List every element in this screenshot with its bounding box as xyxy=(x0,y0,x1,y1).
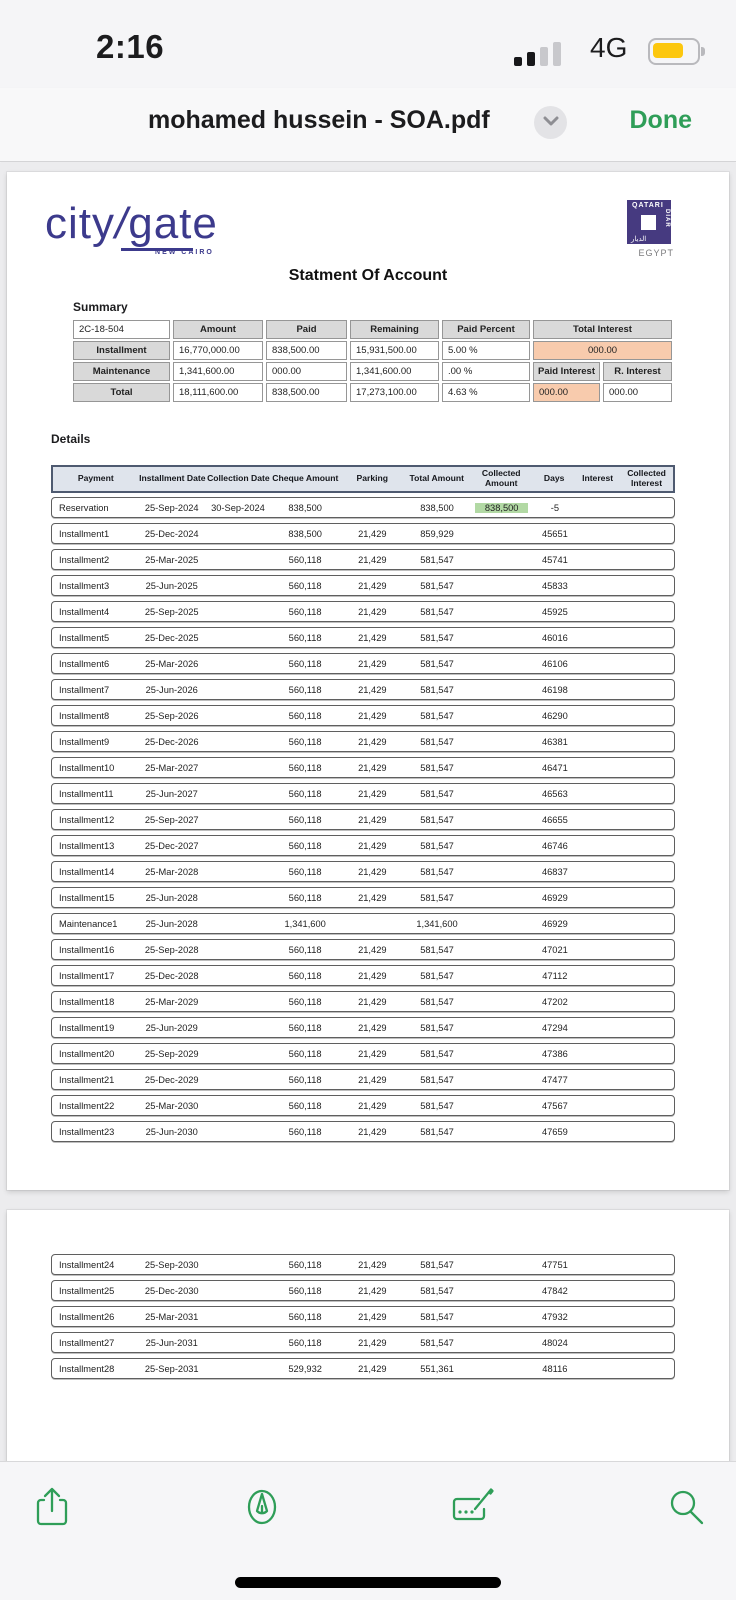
table-row xyxy=(51,783,675,804)
cell-total-amount: 581,547 xyxy=(420,684,454,695)
bottom-toolbar xyxy=(0,1461,736,1600)
details-header-cell: Parking xyxy=(356,473,389,484)
cell-payment: Installment17 xyxy=(59,970,115,981)
cell-collected-amount xyxy=(469,503,534,513)
cell-total-amount: 581,547 xyxy=(420,788,454,799)
status-time: 2:16 xyxy=(96,28,165,65)
summary-cell: 15,931,500.00 xyxy=(350,341,439,360)
cell-total-amount: 581,547 xyxy=(420,1100,454,1111)
cell-payment: Installment8 xyxy=(59,710,110,721)
summary-header-paid-percent: Paid Percent xyxy=(442,320,530,339)
cell-cheque-amount: 560,118 xyxy=(288,996,322,1007)
cell-days: 45925 xyxy=(541,606,568,617)
qatari-logo-caption: EGYPT xyxy=(638,248,674,258)
cell-days: 47112 xyxy=(542,970,568,981)
table-row xyxy=(51,757,675,778)
cell-cheque-amount: 560,118 xyxy=(288,710,322,721)
summary-header-paid: Paid xyxy=(266,320,347,339)
cell-installment-date: 25-Sep-2026 xyxy=(144,710,199,721)
cell-parking: 21,429 xyxy=(358,970,387,981)
cell-cheque-amount: 560,118 xyxy=(288,970,322,981)
cell-cheque-amount: 529,932 xyxy=(288,1363,322,1374)
cell-days: 46381 xyxy=(541,736,568,747)
document-heading: Statment Of Account xyxy=(288,267,448,284)
cell-parking: 21,429 xyxy=(358,684,387,695)
cell-days: 47386 xyxy=(541,1048,568,1059)
summary-row-label: Maintenance xyxy=(73,362,170,381)
cell-total-amount: 838,500 xyxy=(420,502,454,513)
cell-payment: Installment16 xyxy=(59,944,115,955)
cell-parking: 21,429 xyxy=(358,892,387,903)
cell-parking: 21,429 xyxy=(358,1337,387,1348)
cell-payment: Installment10 xyxy=(59,762,115,773)
cell-cheque-amount: 560,118 xyxy=(288,658,322,669)
cell-total-amount: 581,547 xyxy=(420,970,454,981)
cell-payment: Installment11 xyxy=(59,788,114,799)
cell-parking: 21,429 xyxy=(358,1363,387,1374)
summary-cell: 838,500.00 xyxy=(266,341,347,360)
cell-days: 46106 xyxy=(541,658,568,669)
table-row xyxy=(51,705,675,726)
battery-icon xyxy=(648,38,700,65)
cell-days: 46929 xyxy=(541,918,568,929)
document-title: mohamed hussein - SOA.pdf xyxy=(148,106,490,134)
cell-payment: Installment7 xyxy=(59,684,110,695)
cell-total-amount: 551,361 xyxy=(420,1363,454,1374)
cell-payment: Installment21 xyxy=(59,1074,115,1085)
citygate-logo: city/gate NEW CAIRO xyxy=(45,199,218,256)
cell-collection-date: 30-Sep-2024 xyxy=(211,502,265,513)
cell-total-amount: 581,547 xyxy=(420,892,454,903)
cell-total-amount: 581,547 xyxy=(420,1022,454,1033)
cell-installment-date: 25-Dec-2027 xyxy=(144,840,199,851)
signature-button[interactable] xyxy=(448,1484,496,1532)
cell-parking: 21,429 xyxy=(358,528,387,539)
cell-parking: 21,429 xyxy=(358,1311,387,1322)
cell-installment-date: 25-Jun-2028 xyxy=(145,892,198,903)
cell-cheque-amount: 560,118 xyxy=(288,1259,322,1270)
table-row xyxy=(51,549,675,570)
citygate-logo-subtext: NEW CAIRO xyxy=(155,249,214,256)
cell-payment: Installment28 xyxy=(59,1363,115,1374)
details-table-header xyxy=(51,465,675,493)
cell-payment: Installment19 xyxy=(59,1022,115,1033)
cell-days: 45651 xyxy=(541,528,568,539)
cell-days: 47021 xyxy=(541,944,568,955)
account-number-cell: 2C-18-504 xyxy=(73,320,170,339)
table-row xyxy=(51,523,675,544)
cell-total-amount: 581,547 xyxy=(420,658,454,669)
cell-installment-date: 25-Dec-2026 xyxy=(144,736,199,747)
cell-parking: 21,429 xyxy=(358,996,387,1007)
cell-cheque-amount: 560,118 xyxy=(288,944,322,955)
details-header-cell: Total Amount xyxy=(409,473,464,484)
cell-cheque-amount: 560,118 xyxy=(288,1022,322,1033)
summary-header-r-interest: R. Interest xyxy=(603,362,672,381)
cell-total-amount: 581,547 xyxy=(420,1337,454,1348)
network-type-label: 4G xyxy=(590,32,628,63)
cell-days: 46290 xyxy=(541,710,568,721)
cell-cheque-amount: 560,118 xyxy=(288,606,322,617)
cell-total-amount: 581,547 xyxy=(420,606,454,617)
cell-payment: Maintenance1 xyxy=(59,918,118,929)
cell-days: 45833 xyxy=(541,580,568,591)
table-row xyxy=(51,887,675,908)
summary-cell: 1,341,600.00 xyxy=(173,362,263,381)
share-button[interactable] xyxy=(28,1484,76,1532)
chevron-down-icon xyxy=(543,114,559,132)
summary-cell: 16,770,000.00 xyxy=(173,341,263,360)
cell-total-amount: 581,547 xyxy=(420,814,454,825)
cell-installment-date: 25-Sep-2029 xyxy=(144,1048,199,1059)
cell-days: 47932 xyxy=(541,1311,568,1322)
cell-total-amount: 581,547 xyxy=(420,554,454,565)
cell-total-amount: 581,547 xyxy=(420,1074,454,1085)
cell-payment: Installment20 xyxy=(59,1048,115,1059)
cell-cheque-amount: 560,118 xyxy=(288,788,322,799)
cell-payment: Installment23 xyxy=(59,1126,115,1137)
cell-installment-date: 25-Dec-2024 xyxy=(144,528,199,539)
table-row xyxy=(51,1358,675,1379)
cell-payment: Installment4 xyxy=(59,606,110,617)
cell-payment: Installment14 xyxy=(59,866,115,877)
status-bar xyxy=(0,0,736,88)
cell-installment-date: 25-Dec-2025 xyxy=(144,632,199,643)
markup-icon xyxy=(240,1485,284,1532)
cell-payment: Installment18 xyxy=(59,996,115,1007)
details-rows-page1 xyxy=(51,497,675,1147)
table-row xyxy=(51,991,675,1012)
cell-installment-date: 25-Jun-2026 xyxy=(145,684,198,695)
cell-installment-date: 25-Sep-2027 xyxy=(144,814,199,825)
cell-parking: 21,429 xyxy=(358,1074,387,1085)
cell-total-amount: 581,547 xyxy=(420,1048,454,1059)
cell-payment: Installment2 xyxy=(59,554,110,565)
cell-payment: Installment26 xyxy=(59,1311,115,1322)
cell-cheque-amount: 560,118 xyxy=(288,840,322,851)
signature-icon xyxy=(448,1485,496,1532)
cell-days: 45741 xyxy=(541,554,568,565)
cell-cheque-amount: 838,500 xyxy=(288,502,322,513)
cell-installment-date: 25-Jun-2027 xyxy=(145,788,198,799)
cell-cheque-amount: 560,118 xyxy=(288,814,322,825)
summary-r-interest-value: 000.00 xyxy=(603,383,672,402)
cell-installment-date: 25-Dec-2030 xyxy=(144,1285,199,1296)
cell-installment-date: 25-Mar-2026 xyxy=(145,658,199,669)
cell-installment-date: 25-Mar-2031 xyxy=(145,1311,199,1322)
details-rows-page2 xyxy=(51,1254,675,1384)
cell-cheque-amount: 560,118 xyxy=(288,1337,322,1348)
cell-parking: 21,429 xyxy=(358,866,387,877)
cell-installment-date: 25-Sep-2025 xyxy=(144,606,199,617)
table-row xyxy=(51,835,675,856)
search-icon xyxy=(665,1486,707,1531)
table-row xyxy=(51,679,675,700)
cell-parking: 21,429 xyxy=(358,840,387,851)
cell-payment: Installment6 xyxy=(59,658,110,669)
collected-amount-highlight: 838,500 xyxy=(475,503,529,513)
cell-payment: Installment22 xyxy=(59,1100,115,1111)
cell-days: 46016 xyxy=(541,632,568,643)
cell-parking: 21,429 xyxy=(358,710,387,721)
cell-installment-date: 25-Dec-2029 xyxy=(144,1074,199,1085)
table-row xyxy=(51,497,675,518)
details-section-label: Details xyxy=(51,432,91,446)
summary-total-interest-value: 000.00 xyxy=(533,341,672,360)
summary-cell: 5.00 % xyxy=(442,341,530,360)
pdf-page-2 xyxy=(7,1210,729,1470)
done-button[interactable]: Done xyxy=(629,106,692,134)
cell-total-amount: 581,547 xyxy=(420,996,454,1007)
table-row xyxy=(51,575,675,596)
cell-total-amount: 581,547 xyxy=(420,580,454,591)
summary-header-amount: Amount xyxy=(173,320,263,339)
cell-days: 46563 xyxy=(541,788,568,799)
cell-parking: 21,429 xyxy=(358,1100,387,1111)
table-row xyxy=(51,653,675,674)
details-header-cell: Interest xyxy=(582,473,614,484)
cell-cheque-amount: 560,118 xyxy=(288,1074,322,1085)
cell-parking: 21,429 xyxy=(358,1259,387,1270)
cell-cheque-amount: 560,118 xyxy=(288,866,322,877)
details-header-cell: Installment Date xyxy=(139,473,206,484)
summary-header-paid-interest: Paid Interest xyxy=(533,362,600,381)
summary-cell: .00 % xyxy=(442,362,530,381)
cell-installment-date: 25-Sep-2024 xyxy=(144,502,199,513)
cell-parking: 21,429 xyxy=(358,762,387,773)
table-row xyxy=(51,1332,675,1353)
cell-total-amount: 581,547 xyxy=(420,1311,454,1322)
cell-parking: 21,429 xyxy=(358,1048,387,1059)
details-header-cell: Collection Date xyxy=(207,473,270,484)
cell-parking: 21,429 xyxy=(358,736,387,747)
cell-installment-date: 25-Jun-2028 xyxy=(145,918,198,929)
cell-days: 47842 xyxy=(541,1285,568,1296)
cell-total-amount: 581,547 xyxy=(420,710,454,721)
cell-installment-date: 25-Sep-2030 xyxy=(144,1259,199,1270)
cell-cheque-amount: 560,118 xyxy=(288,892,322,903)
cell-installment-date: 25-Sep-2031 xyxy=(144,1363,199,1374)
cell-total-amount: 859,929 xyxy=(420,528,454,539)
details-header-cell: Collected Interest xyxy=(627,468,666,488)
cell-total-amount: 581,547 xyxy=(420,840,454,851)
cell-total-amount: 581,547 xyxy=(420,944,454,955)
cell-installment-date: 25-Dec-2028 xyxy=(144,970,199,981)
cell-cheque-amount: 560,118 xyxy=(288,1285,322,1296)
cell-days: 47294 xyxy=(541,1022,568,1033)
cell-days: 47751 xyxy=(541,1259,568,1270)
cell-payment: Installment12 xyxy=(59,814,115,825)
cell-cheque-amount: 838,500 xyxy=(288,528,322,539)
cell-cheque-amount: 560,118 xyxy=(288,1048,322,1059)
cell-installment-date: 25-Mar-2030 xyxy=(145,1100,199,1111)
summary-row-label: Installment xyxy=(73,341,170,360)
summary-cell: 1,341,600.00 xyxy=(350,362,439,381)
cell-total-amount: 581,547 xyxy=(420,1259,454,1270)
details-header-cell: Payment xyxy=(77,473,114,484)
qatari-diar-logo: QATARI DIAR الديار xyxy=(627,200,671,244)
cell-cheque-amount: 560,118 xyxy=(288,762,322,773)
cell-days: 46837 xyxy=(541,866,568,877)
cell-days: 47202 xyxy=(541,996,568,1007)
cell-cheque-amount: 560,118 xyxy=(288,580,322,591)
table-row xyxy=(51,1095,675,1116)
cell-cheque-amount: 560,118 xyxy=(288,684,322,695)
table-row xyxy=(51,601,675,622)
cell-parking: 21,429 xyxy=(358,1126,387,1137)
cell-cheque-amount: 560,118 xyxy=(288,554,322,565)
table-row xyxy=(51,1306,675,1327)
cell-installment-date: 25-Jun-2025 xyxy=(145,580,198,591)
summary-cell: 18,111,600.00 xyxy=(173,383,263,402)
cell-days: 48024 xyxy=(541,1337,568,1348)
cell-days: 48116 xyxy=(542,1363,568,1374)
cell-total-amount: 1,341,600 xyxy=(416,918,458,929)
cell-payment: Installment3 xyxy=(59,580,110,591)
cell-payment: Installment15 xyxy=(59,892,115,903)
pdf-page-1 xyxy=(7,172,729,1190)
cell-total-amount: 581,547 xyxy=(420,866,454,877)
cellular-signal-icon xyxy=(514,42,578,70)
table-row xyxy=(51,965,675,986)
cell-cheque-amount: 560,118 xyxy=(288,1100,322,1111)
summary-cell: 17,273,100.00 xyxy=(350,383,439,402)
details-header-cell: Cheque Amount xyxy=(272,473,339,484)
cell-payment: Reservation xyxy=(59,502,109,513)
summary-cell: 4.63 % xyxy=(442,383,530,402)
cell-installment-date: 25-Jun-2030 xyxy=(145,1126,198,1137)
table-row xyxy=(51,939,675,960)
details-header-cell: Collected Amount xyxy=(481,468,521,488)
home-indicator[interactable] xyxy=(235,1577,501,1588)
cell-installment-date: 25-Jun-2031 xyxy=(145,1337,198,1348)
title-menu-button[interactable] xyxy=(534,106,567,139)
search-button[interactable] xyxy=(662,1484,710,1532)
cell-payment: Installment13 xyxy=(59,840,115,851)
table-row xyxy=(51,1017,675,1038)
table-row xyxy=(51,913,675,934)
pdf-viewer[interactable] xyxy=(0,163,736,1461)
cell-parking: 21,429 xyxy=(358,632,387,643)
table-row xyxy=(51,809,675,830)
cell-parking: 21,429 xyxy=(358,580,387,591)
cell-days: -5 xyxy=(550,502,559,513)
share-icon xyxy=(32,1485,72,1532)
summary-cell: 838,500.00 xyxy=(266,383,347,402)
cell-payment: Installment27 xyxy=(59,1337,115,1348)
cell-installment-date: 25-Mar-2029 xyxy=(145,996,199,1007)
summary-header-total-interest: Total Interest xyxy=(533,320,672,339)
cell-parking: 21,429 xyxy=(358,658,387,669)
cell-installment-date: 25-Jun-2029 xyxy=(145,1022,198,1033)
cell-days: 47659 xyxy=(541,1126,568,1137)
cell-parking: 21,429 xyxy=(358,1285,387,1296)
cell-total-amount: 581,547 xyxy=(420,762,454,773)
title-bar xyxy=(0,88,736,162)
summary-header-remaining: Remaining xyxy=(350,320,439,339)
cell-payment: Installment24 xyxy=(59,1259,115,1270)
cell-days: 46929 xyxy=(541,892,568,903)
summary-table xyxy=(73,320,671,402)
cell-installment-date: 25-Sep-2028 xyxy=(144,944,199,955)
cell-installment-date: 25-Mar-2025 xyxy=(145,554,199,565)
table-row xyxy=(51,1280,675,1301)
table-row xyxy=(51,1043,675,1064)
summary-cell: 000.00 xyxy=(266,362,347,381)
cell-cheque-amount: 560,118 xyxy=(288,736,322,747)
cell-days: 47567 xyxy=(541,1100,568,1111)
cell-installment-date: 25-Mar-2028 xyxy=(145,866,199,877)
table-row xyxy=(51,1121,675,1142)
cell-parking: 21,429 xyxy=(358,606,387,617)
cell-cheque-amount: 560,118 xyxy=(288,632,322,643)
cell-parking: 21,429 xyxy=(358,944,387,955)
cell-cheque-amount: 560,118 xyxy=(288,1311,322,1322)
table-row xyxy=(51,627,675,648)
cell-days: 47477 xyxy=(541,1074,568,1085)
table-row xyxy=(51,731,675,752)
cell-parking: 21,429 xyxy=(358,814,387,825)
summary-section-label: Summary xyxy=(73,300,128,314)
markup-button[interactable] xyxy=(238,1484,286,1532)
cell-parking: 21,429 xyxy=(358,788,387,799)
cell-parking: 21,429 xyxy=(358,554,387,565)
cell-days: 46471 xyxy=(541,762,568,773)
cell-cheque-amount: 1,341,600 xyxy=(284,918,326,929)
details-header-cell: Days xyxy=(543,473,565,484)
table-row xyxy=(51,1069,675,1090)
cell-payment: Installment1 xyxy=(59,528,110,539)
cell-days: 46746 xyxy=(541,840,568,851)
summary-paid-interest-value: 000.00 xyxy=(533,383,600,402)
cell-total-amount: 581,547 xyxy=(420,632,454,643)
cell-parking: 21,429 xyxy=(358,1022,387,1033)
cell-total-amount: 581,547 xyxy=(420,736,454,747)
cell-payment: Installment5 xyxy=(59,632,110,643)
cell-payment: Installment9 xyxy=(59,736,110,747)
cell-days: 46198 xyxy=(541,684,568,695)
cell-total-amount: 581,547 xyxy=(420,1126,454,1137)
cell-installment-date: 25-Mar-2027 xyxy=(145,762,199,773)
cell-days: 46655 xyxy=(541,814,568,825)
summary-row-label: Total xyxy=(73,383,170,402)
cell-cheque-amount: 560,118 xyxy=(288,1126,322,1137)
table-row xyxy=(51,861,675,882)
cell-payment: Installment25 xyxy=(59,1285,115,1296)
table-row xyxy=(51,1254,675,1275)
cell-total-amount: 581,547 xyxy=(420,1285,454,1296)
